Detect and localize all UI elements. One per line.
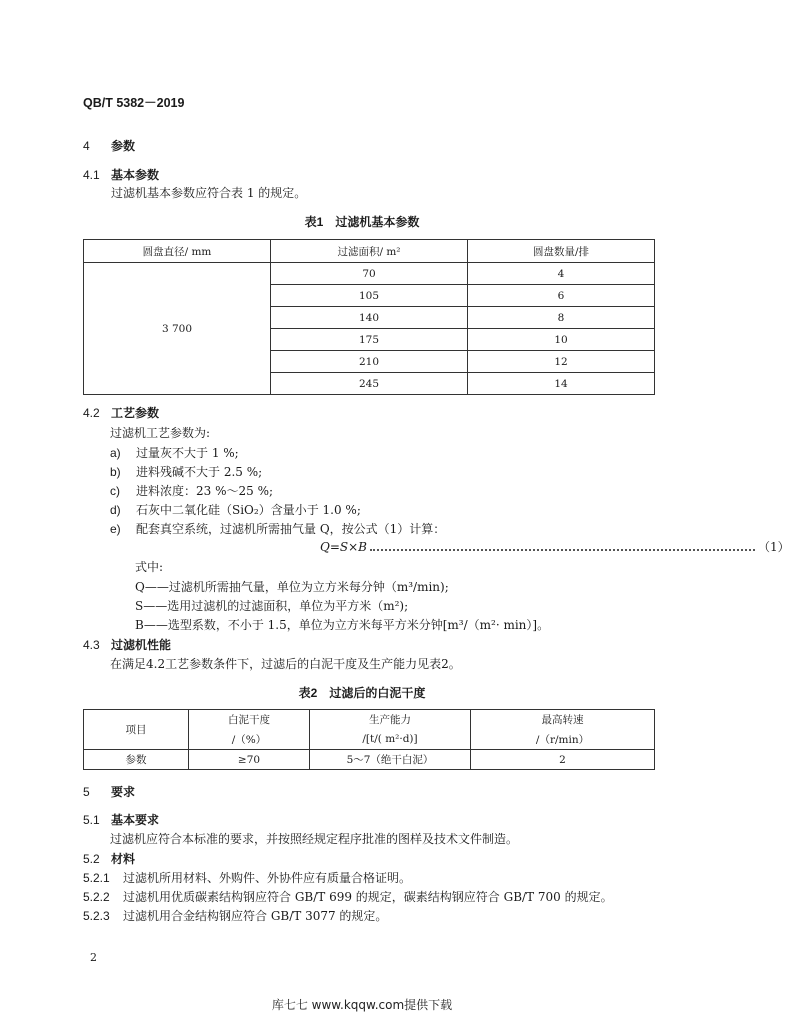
section-number: 5 [83, 785, 90, 799]
formula-expression: Q=S×B [320, 540, 367, 554]
definition-q: Q——过滤机所需抽气量，单位为立方米每分钟（m³/min); [135, 580, 449, 594]
clause-number: 5.2.1 [83, 871, 110, 885]
download-footer: 库七七 www.kqqw.com提供下载 [271, 998, 453, 1012]
list-item [110, 501, 361, 518]
formula [320, 538, 790, 555]
leader-dots [370, 540, 755, 551]
list-text: 配套真空系统，过滤机所需抽气量 Q，按公式（1）计算： [136, 522, 446, 536]
table1-caption: 表1 过滤机基本参数 [304, 215, 420, 229]
table1 [83, 239, 655, 395]
section-number: 4.1 [83, 168, 100, 182]
section-5-1-heading [83, 811, 159, 828]
table-header-cell: 过滤面积/ m² [271, 240, 468, 263]
section-4-2-heading [83, 404, 159, 421]
list-text: 过量灰不大于 1 %; [136, 446, 239, 460]
table-cell: 6 [468, 285, 655, 307]
page-number: 2 [90, 951, 97, 964]
list-item [110, 463, 262, 480]
table-cell: 10 [468, 329, 655, 351]
section-4-3-heading [83, 636, 171, 653]
diameter-cell: 3 700 [84, 263, 271, 395]
list-tag: b) [110, 465, 121, 479]
list-tag: d) [110, 503, 121, 517]
list-tag: c) [110, 484, 120, 498]
section-5-2-heading [83, 850, 135, 867]
table-header-unit: /（%） [189, 730, 310, 750]
section-4-1-heading [83, 166, 159, 183]
definition-b: B——选型系数，不小于 1.5，单位为立方米每平方米分钟[m³/（m²· min）]。 [135, 618, 550, 632]
table-cell: 14 [468, 373, 655, 395]
section-4-2-intro: 过滤机工艺参数为: [110, 426, 211, 440]
table-row [84, 263, 655, 285]
table-cell: 5～7（绝干白泥） [310, 750, 471, 770]
section-title: 要求 [111, 785, 136, 799]
table-cell: 8 [468, 307, 655, 329]
section-title: 材料 [111, 852, 136, 866]
table-cell: 4 [468, 263, 655, 285]
table-row [84, 750, 655, 770]
table-cell: 105 [271, 285, 468, 307]
table-cell: 12 [468, 351, 655, 373]
table-header-row [84, 710, 655, 730]
formula-number: （1） [758, 540, 790, 554]
list-text: 进料残碱不大于 2.5 %; [136, 465, 263, 479]
clause-5-2-1 [83, 869, 411, 886]
table-header-unit: /（r/min） [471, 730, 655, 750]
section-5-1-text: 过滤机应符合本标准的要求，并按照经规定程序批准的图样及技术文件制造。 [110, 832, 519, 846]
list-item [110, 520, 445, 537]
section-number: 4.3 [83, 638, 100, 652]
table-cell: 70 [271, 263, 468, 285]
section-number: 5.2 [83, 852, 100, 866]
list-item [110, 444, 239, 461]
section-number: 5.1 [83, 813, 100, 827]
table-header-cell: 最高转速 [471, 710, 655, 730]
section-title: 参数 [111, 139, 136, 153]
table-header-cell: 圆盘直径/ mm [84, 240, 271, 263]
section-number: 4.2 [83, 406, 100, 420]
section-number: 4 [83, 139, 90, 153]
table-header-cell: 生产能力 [310, 710, 471, 730]
table-cell: 参数 [84, 750, 189, 770]
clause-5-2-3 [83, 907, 387, 924]
table-cell: ≥70 [189, 750, 310, 770]
section-title: 基本要求 [111, 813, 160, 827]
table-cell: 140 [271, 307, 468, 329]
table-header-unit: /[t/( m²·d)] [310, 730, 471, 750]
clause-text: 过滤机用合金结构钢应符合 GB/T 3077 的规定。 [123, 909, 388, 923]
table-cell: 2 [471, 750, 655, 770]
standard-number: QB/T 5382－2019 [83, 96, 185, 110]
list-tag: a) [110, 446, 121, 460]
table-cell: 175 [271, 329, 468, 351]
list-tag: e) [110, 522, 121, 536]
definition-s: S——选用过滤机的过滤面积，单位为平方米（m²); [135, 599, 409, 613]
section-5-heading [83, 783, 135, 800]
clause-text: 过滤机用优质碳素结构钢应符合 GB/T 699 的规定，碳素结构钢应符合 GB/T 700 的规定。 [123, 890, 613, 904]
clause-text: 过滤机所用材料、外购件、外协件应有质量合格证明。 [123, 871, 412, 885]
table-header-cell: 圆盘数量/排 [468, 240, 655, 263]
list-text: 进料浓度：23 %～25 %; [136, 484, 274, 498]
table2 [83, 709, 655, 770]
table-header-row [84, 240, 655, 263]
table-header-cell: 项目 [84, 710, 189, 750]
list-text: 石灰中二氧化硅（SiO₂）含量小于 1.0 %; [136, 503, 361, 517]
section-4-3-text: 在满足4.2工艺参数条件下，过滤后的白泥干度及生产能力见表2。 [110, 657, 461, 671]
table-cell: 210 [271, 351, 468, 373]
where-label: 式中: [135, 560, 164, 574]
table-cell: 245 [271, 373, 468, 395]
clause-number: 5.2.2 [83, 890, 110, 904]
table2-caption: 表2 过滤后的白泥干度 [298, 686, 426, 700]
section-title: 基本参数 [111, 168, 160, 182]
list-item [110, 482, 273, 499]
clause-5-2-2 [83, 888, 613, 905]
section-4-1-text: 过滤机基本参数应符合表 1 的规定。 [111, 186, 307, 200]
section-title: 过滤机性能 [111, 638, 172, 652]
table-header-cell: 白泥干度 [189, 710, 310, 730]
clause-number: 5.2.3 [83, 909, 110, 923]
section-title: 工艺参数 [111, 406, 160, 420]
section-4-heading [83, 137, 135, 154]
